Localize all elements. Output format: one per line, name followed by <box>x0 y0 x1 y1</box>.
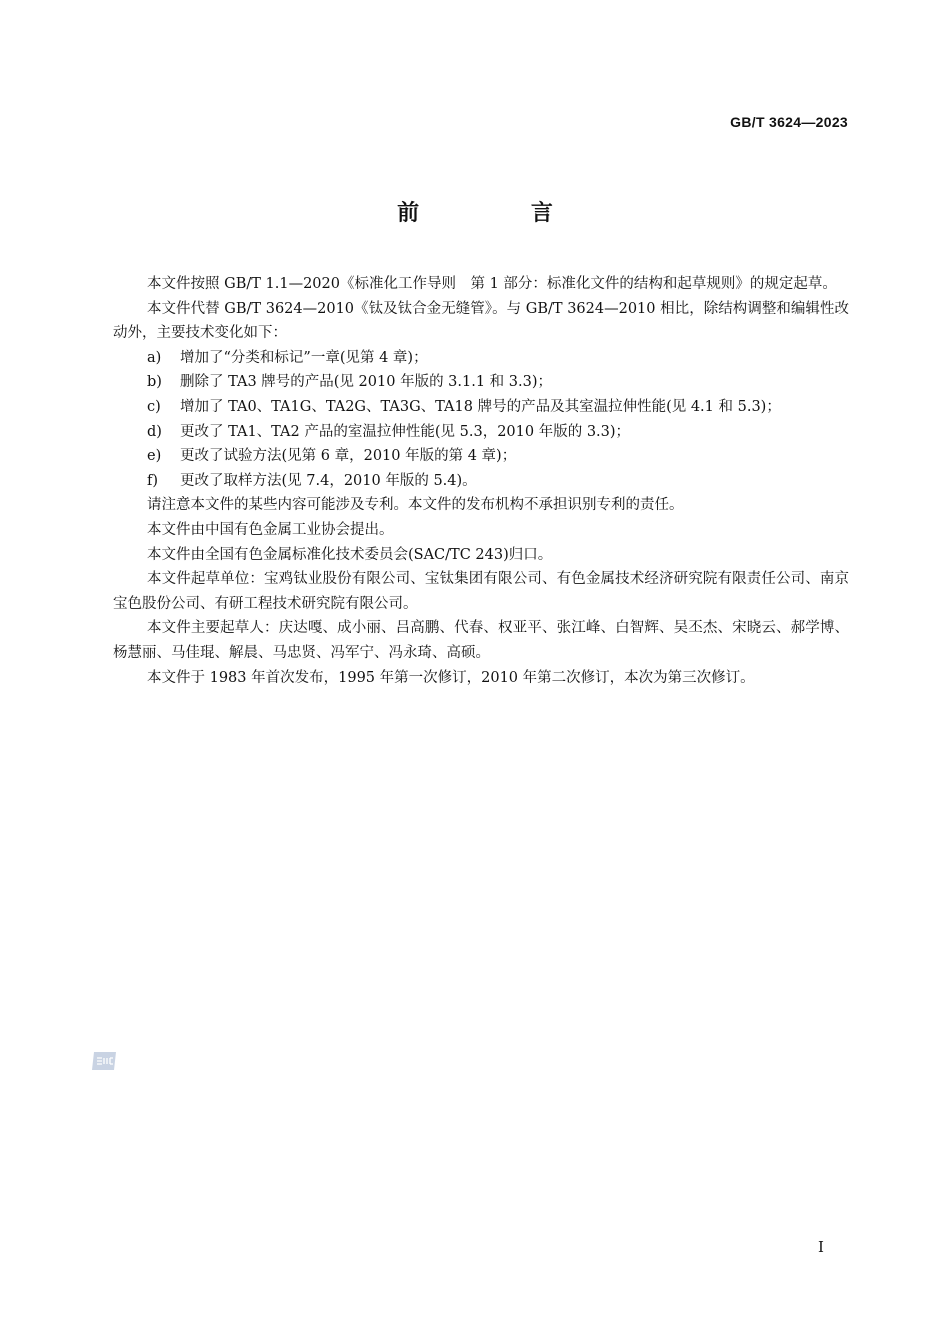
change-item-text: 更改了取样方法(见 7.4，2010 年版的 5.4)。 <box>180 472 477 489</box>
change-item <box>113 469 849 494</box>
change-item-text: 更改了试验方法(见第 6 章，2010 年版的第 4 章)； <box>180 448 517 465</box>
paragraph-history: 本文件于 1983 年首次发布，1995 年第一次修订，2010 年第二次修订，本次为第三次修订。 <box>147 669 755 686</box>
paragraph-drafting-units: 本文件起草单位：宝鸡钛业股份有限公司、宝钛集团有限公司、有色金属技术经济研究院有限责任公司、南京宝色股份公司、有研工程技术研究院有限公司。 <box>113 571 849 612</box>
change-item <box>113 346 849 371</box>
change-item-text: 删除了 TA3 牌号的产品(见 2010 年版的 3.1.1 和 3.3)； <box>180 374 553 391</box>
paragraph-proposer: 本文件由中国有色金属工业协会提出。 <box>147 521 394 538</box>
paragraph-drafting-rules: 本文件按照 GB/T 1.1—2020《标准化工作导则 第 1 部分：标准化文件的结构和起草规则》的规定起草。 <box>147 276 837 292</box>
change-item-marker: e) <box>147 448 162 465</box>
sac-logo-icon <box>90 1050 118 1072</box>
change-item <box>113 444 849 469</box>
document-body <box>113 272 849 690</box>
change-item <box>113 395 849 420</box>
standard-number: GB/T 3624—2023 <box>730 114 848 130</box>
change-item-marker: f) <box>147 472 159 489</box>
change-item-marker: c) <box>147 398 161 415</box>
paragraph-committee: 本文件由全国有色金属标准化技术委员会(SAC/TC 243)归口。 <box>147 546 553 563</box>
change-item-text: 增加了“分类和标记”一章(见第 4 章)； <box>180 349 428 366</box>
change-item-marker: d) <box>147 423 162 440</box>
change-item-text: 增加了 TA0、TA1G、TA2G、TA3G、TA18 牌号的产品及其室温拉伸性能(见 4.1 和 5.3)； <box>180 398 781 415</box>
paragraph-drafters: 本文件主要起草人：庆达嘎、成小丽、吕高鹏、代春、权亚平、张江峰、白智辉、吴丕杰、宋晓云、郝学博、杨慧丽、马佳琨、解晨、马忠贤、冯军宁、冯永琦、高硕。 <box>113 620 849 661</box>
page-number: I <box>818 1238 824 1256</box>
paragraph-replacement: 本文件代替 GB/T 3624—2010《钛及钛合金无缝管》。与 GB/T 3624—2010 相比，除结构调整和编辑性改动外，主要技术变化如下： <box>113 300 849 342</box>
change-item-text: 更改了 TA1、TA2 产品的室温拉伸性能(见 5.3，2010 年版的 3.3)； <box>180 423 631 440</box>
page-title: 前 言 <box>397 200 605 226</box>
change-item <box>113 420 849 445</box>
paragraph-patent-notice: 请注意本文件的某些内容可能涉及专利。本文件的发布机构不承担识别专利的责任。 <box>147 497 684 514</box>
change-item-marker: b) <box>147 374 162 391</box>
changes-list <box>113 346 849 494</box>
change-item <box>113 370 849 395</box>
change-item-marker: a) <box>147 349 162 366</box>
